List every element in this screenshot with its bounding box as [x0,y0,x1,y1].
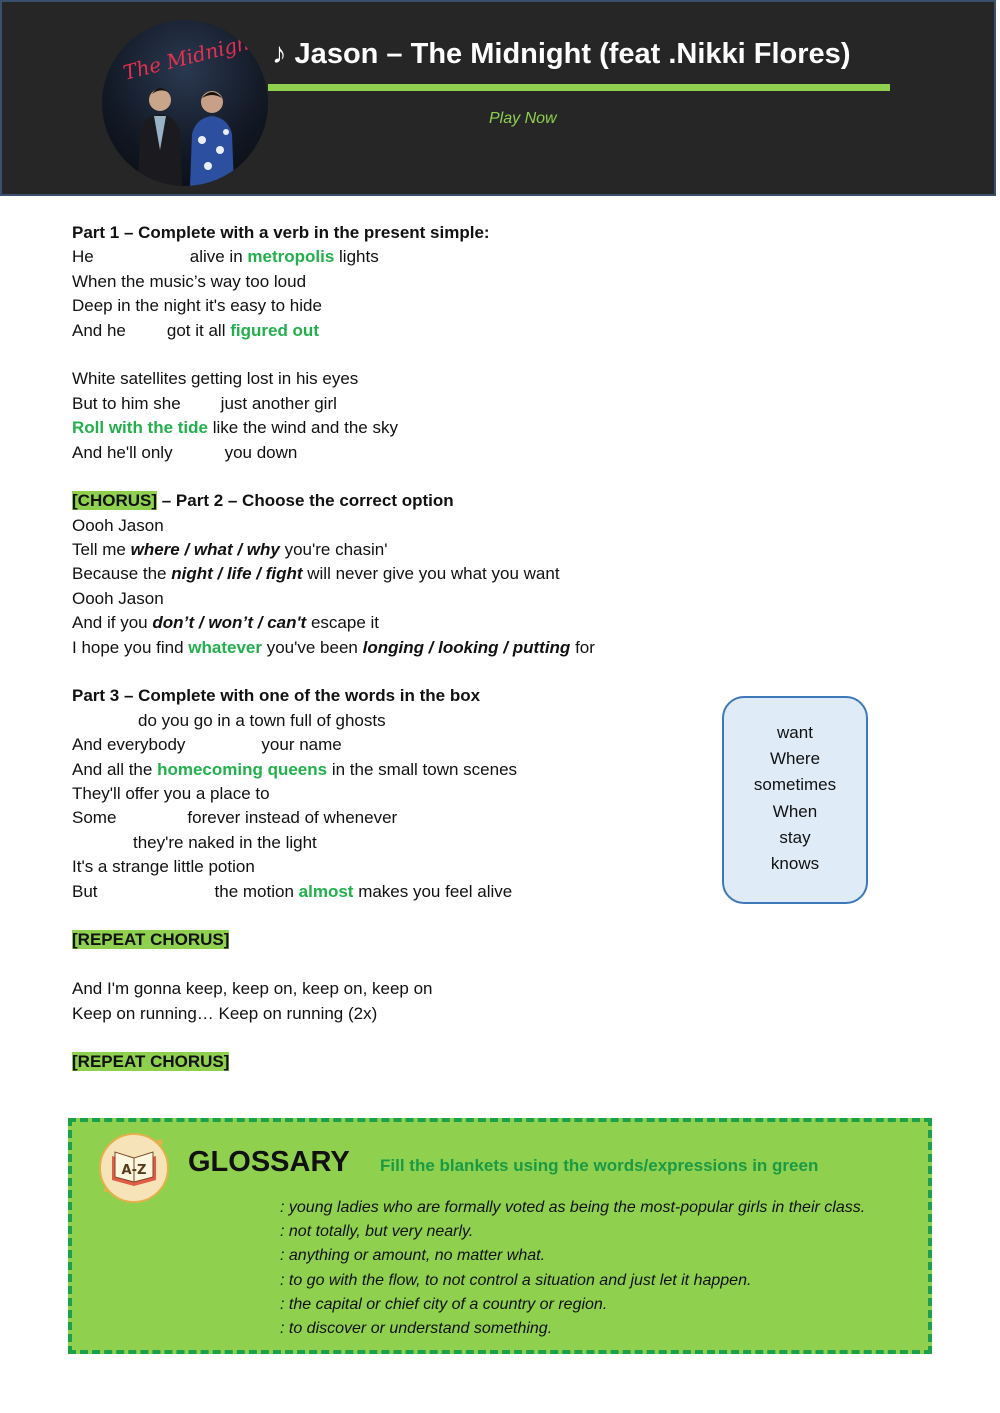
lyric-text: makes you feel alive [358,881,513,901]
keyword-roll-with-the-tide: Roll with the tide [72,418,208,438]
lyric-line: Oooh Jason [72,515,164,535]
keyword-figured-out: figured out [230,320,319,340]
lyric-line [72,611,712,635]
repeat-chorus-tag: [REPEAT CHORUS] [72,1052,230,1072]
part1-heading: Part 1 – Complete with a verb in the present simple: [72,223,490,242]
lyric-text: do you go in a town full of ghosts [138,710,386,730]
title-underline [268,84,890,91]
lyric-line: Oooh Jason [72,588,164,608]
lyric-text: And everybody [72,735,186,755]
lyric-text: I hope you find [72,637,184,657]
song-header [0,0,996,196]
glossary-instruction: Fill the blankets using the words/expressions in green [380,1156,819,1175]
lyric-text: your name [261,735,342,755]
part2-heading [72,489,712,513]
lyric-text: He [72,247,94,267]
lyric-text: like the wind and the sky [212,418,398,438]
word-box-item[interactable]: knows [770,854,820,874]
glossary-definition: : young ladies who are formally voted as being the most-popular girls in their class. [280,1199,866,1216]
lyric-text: you down [224,442,298,462]
repeat-chorus-1 [72,928,712,952]
lyric-text: But [72,881,98,901]
part2-heading-text: – Part 2 – Choose the correct option [161,491,454,511]
lyric-line [72,538,712,562]
glossary-title: GLOSSARY [188,1146,350,1178]
lyric-line [72,562,712,586]
lyric-text: the motion [214,881,294,901]
lyric-line: Keep on running… Keep on running (2x) [72,1003,378,1023]
repeat-chorus-2 [72,1050,712,1074]
lyrics-worksheet [72,221,712,1075]
lyric-text: lights [339,247,379,267]
choice-option[interactable]: where / what / why [130,540,280,560]
lyric-line [72,806,712,830]
lyric-line [72,709,712,733]
lyric-line [72,319,712,343]
lyric-line: White satellites getting lost in his eyes [72,369,359,389]
az-icon-label: A-Z [121,1163,147,1178]
lyric-text: Some [72,808,117,828]
lyric-text: you've been [266,637,358,657]
play-now-link[interactable]: Play Now [489,110,557,127]
lyric-line [72,441,712,465]
glossary-panel [68,1118,932,1354]
lyric-text: will never give you what you want [307,564,560,584]
lyric-text: you're chasin' [284,540,388,560]
lyric-line: It's a strange little potion [72,857,255,877]
lyric-text: they're naked in the light [133,832,317,852]
word-box-item[interactable]: want [777,723,813,742]
lyric-text: And all the [72,759,153,779]
word-box-item[interactable]: stay [779,827,811,847]
lyric-text: Tell me [72,540,126,560]
choice-option[interactable]: longing / looking / putting [362,637,571,657]
repeat-chorus-tag: [REPEAT CHORUS] [72,930,230,950]
lyric-line [72,880,712,904]
lyric-line [72,758,712,782]
choice-option[interactable]: night / life / fight [171,564,303,584]
chorus-tag: [CHORUS] [72,491,157,511]
band-logo-neon: The Midnight [120,28,260,85]
keyword-almost: almost [298,881,354,901]
lyric-line [72,245,712,269]
glossary-definition: : anything or amount, no matter what. [280,1247,546,1265]
word-box-item[interactable]: Where [769,749,821,769]
lyric-line: Deep in the night it's easy to hide [72,296,322,316]
lyric-text: in the small town scenes [331,759,518,779]
word-box-item[interactable]: When [772,801,818,821]
lyric-line [72,831,712,855]
lyric-line: They'll offer you a place to [72,783,270,803]
lyric-line [72,636,712,660]
glossary-definition: : to go with the flow, to not control a situation and just let it happen. [280,1271,752,1289]
dictionary-book-icon [98,1132,170,1204]
lyric-text: for [575,637,595,657]
lyric-text: And if you [72,613,148,633]
lyric-line [72,733,712,757]
lyric-text: But to him she [72,393,181,413]
lyric-line: And I'm gonna keep, keep on, keep on, keep on [72,979,433,999]
keyword-whatever: whatever [188,637,262,657]
lyric-text: escape it [310,613,379,633]
glossary-definition: : not totally, but very nearly. [280,1223,474,1241]
lyric-text: And he'll only [72,442,173,462]
lyric-text: got it all [166,320,226,340]
word-box [722,696,868,904]
lyric-line [72,392,712,416]
lyric-text: And he [72,320,126,340]
lyric-line: When the music’s way too loud [72,271,307,291]
lyric-text: just another girl [220,393,337,413]
part3-heading: Part 3 – Complete with one of the words in the box [72,686,481,706]
choice-option[interactable]: don’t / won’t / can't [152,613,307,633]
song-title: ♪ Jason – The Midnight (feat .Nikki Flores) [272,38,851,70]
keyword-metropolis: metropolis [247,247,335,267]
glossary-definitions [280,1196,865,1341]
lyric-text: alive in [189,247,243,267]
keyword-homecoming-queens: homecoming queens [157,759,328,779]
lyric-text: Because the [72,564,167,584]
glossary-definition: : the capital or chief city of a country or region. [280,1295,608,1313]
lyric-line [72,416,712,440]
band-photo [102,20,268,186]
glossary-definition: : to discover or understand something. [280,1320,553,1338]
word-box-item[interactable]: sometimes [753,775,837,795]
lyric-text: forever instead of whenever [187,808,398,828]
